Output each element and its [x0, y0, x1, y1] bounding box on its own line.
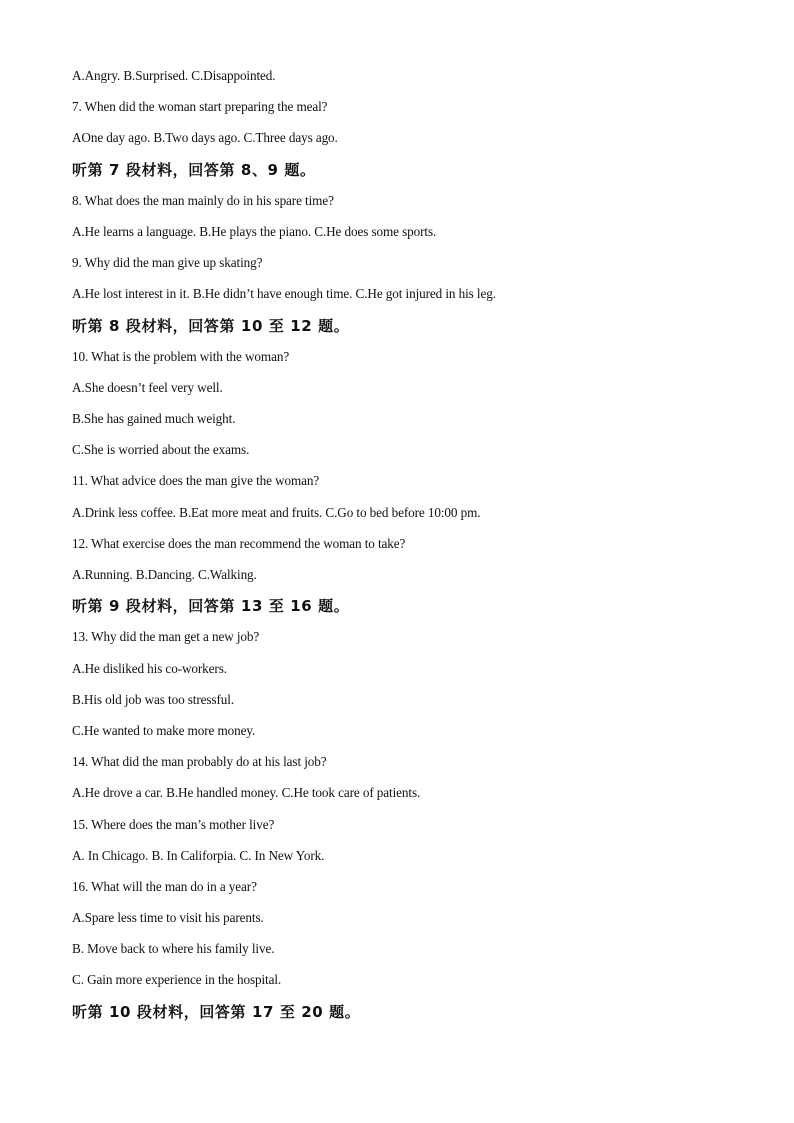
answer-option-q10-a: A.She doesn’t feel very well.	[72, 379, 223, 395]
answer-option-q13-c: C.He wanted to make more money.	[72, 722, 256, 738]
answer-options-q8: A.He learns a language. B.He plays the piano. C.He does some sports.	[72, 223, 437, 239]
answer-options-q12: A.Running. B.Dancing. C.Walking.	[72, 567, 257, 582]
answer-option-q13-a: A.He disliked his co-workers.	[72, 660, 227, 676]
question-15: 15. Where does the man’s mother live?	[72, 816, 275, 832]
question-10: 10. What is the problem with the woman?	[72, 348, 290, 364]
answer-options-q7: AOne day ago. B.Two days ago. C.Three days ago.	[72, 130, 338, 146]
answer-option-q16-c: C. Gain more experience in the hospital.	[72, 972, 282, 988]
section-heading-8: 听第 8 段材料，回答第 10 至 12 题。	[72, 316, 350, 335]
answer-option-q10-c: C.She is worried about the exams.	[72, 442, 250, 458]
answer-options-q11: A.Drink less coffee. B.Eat more meat and fruits. C.Go to bed before 10:00 pm.	[72, 504, 481, 520]
answer-options-q14: A.He drove a car. B.He handled money. C.He took care of patients.	[72, 785, 421, 801]
question-8: 8. What does the man mainly do in his spare time?	[72, 192, 334, 208]
answer-options-q9: A.He lost interest in it. B.He didn’t have enough time. C.He got injured in his leg.	[72, 286, 496, 302]
section-heading-7: 听第 7 段材料，回答第 8、9 题。	[72, 160, 316, 179]
section-heading-10: 听第 10 段材料，回答第 17 至 20 题。	[72, 1002, 361, 1021]
question-9: 9. Why did the man give up skating?	[72, 255, 263, 271]
question-14: 14. What did the man probably do at his last job?	[72, 754, 327, 770]
question-11: 11. What advice does the man give the woman?	[72, 473, 320, 489]
question-13: 13. Why did the man get a new job?	[72, 629, 260, 645]
question-7: 7. When did the woman start preparing the meal?	[72, 99, 328, 115]
section-heading-9: 听第 9 段材料，回答第 13 至 16 题。	[72, 597, 350, 616]
question-16: 16. What will the man do in a year?	[72, 878, 257, 894]
question-12: 12. What exercise does the man recommend the woman to take?	[72, 535, 406, 551]
answer-option-q16-b: B. Move back to where his family live.	[72, 941, 275, 957]
answer-option-q10-b: B.She has gained much weight.	[72, 411, 236, 427]
answer-option-q16-a: A.Spare less time to visit his parents.	[72, 910, 264, 926]
answer-option-q13-b: B.His old job was too stressful.	[72, 691, 235, 707]
answer-options-q6: A.Angry. B.Surprised. C.Disappointed.	[72, 68, 276, 83]
answer-options-q15: A. In Chicago. B. In Califorpia. C. In New York.	[72, 847, 325, 863]
document-page	[72, 66, 752, 1033]
